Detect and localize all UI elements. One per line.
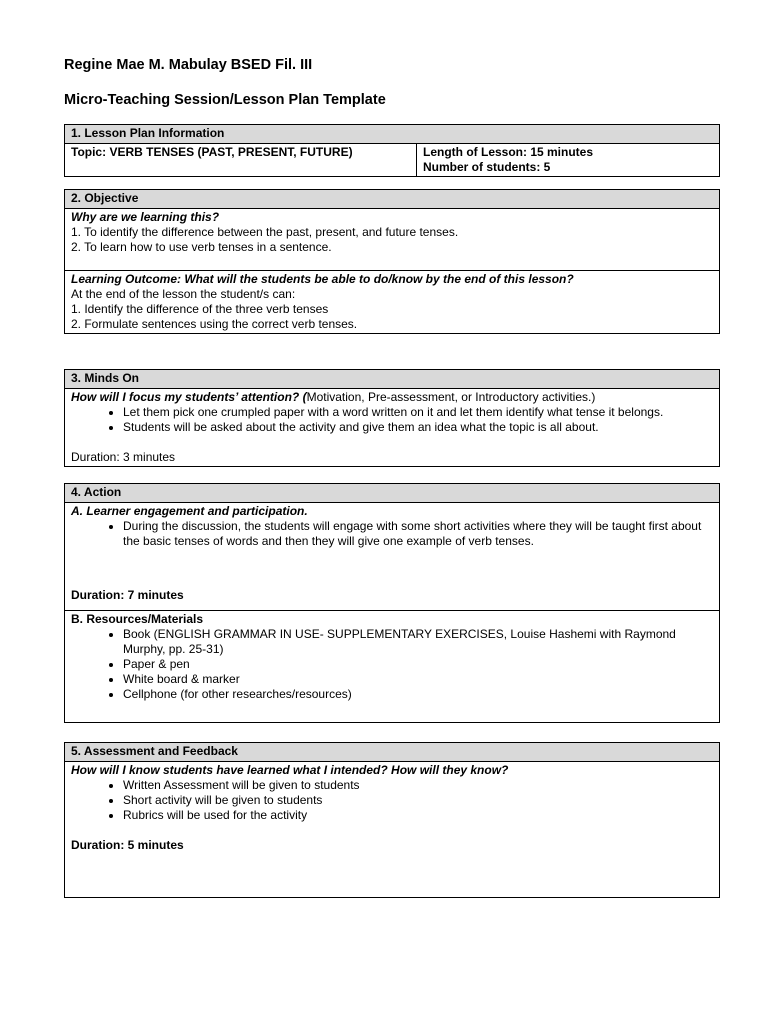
author-line: Regine Mae M. Mabulay BSED Fil. III [64,57,313,73]
action-a-cell [65,503,720,611]
lesson-length: Length of Lesson: 15 minutes [423,145,594,159]
assessment-heading: 5. Assessment and Feedback [65,743,720,762]
action-a-heading: A. Learner engagement and participation. [71,504,308,518]
list-item: • Paper & pen [123,657,713,672]
minds-on-heading: 3. Minds On [65,370,720,389]
list-item: • Rubrics will be used for the activity [123,808,713,823]
lesson-info-heading: 1. Lesson Plan Information [65,125,720,144]
objective-heading: 2. Objective [65,190,720,209]
list-item: • Students will be asked about the activity and give them an idea what the topic is all about. [123,420,713,435]
template-title: Micro-Teaching Session/Lesson Plan Template [64,92,386,108]
why-question: Why are we learning this? [71,210,220,224]
list-item: • Short activity will be given to students [123,793,713,808]
outcome-cell [65,271,720,334]
student-count: Number of students: 5 [423,160,551,174]
minds-on-cell [65,389,720,467]
minds-on-table [64,369,720,467]
list-item: • Let them pick one crumpled paper with a word written on it and let them identify what tense it belongs. [123,405,713,420]
list-item: • During the discussion, the students will engage with some short activities where they will be taught first about the basic tenses of words and then they will give one example of verb tenses. [123,519,713,549]
action-b-cell [65,611,720,723]
list-item: • White board & marker [123,672,713,687]
why-item: 2. To learn how to use verb tenses in a sentence. [71,240,332,254]
list-item: • Written Assessment will be given to students [123,778,713,793]
assessment-list [71,778,713,823]
action-heading: 4. Action [65,484,720,503]
why-item: 1. To identify the difference between the past, present, and future tenses. [71,225,459,239]
action-a-list [71,519,713,549]
why-cell [65,209,720,271]
minds-on-question: How will I focus my students’ attention? ( [71,390,307,404]
action-b-heading: B. Resources/Materials [71,612,204,626]
list-item: • Book (ENGLISH GRAMMAR IN USE- SUPPLEMENTARY EXERCISES, Louise Hashemi with Raymond Murphy, pp. 25-31) [123,627,713,657]
topic-cell: Topic: VERB TENSES (PAST, PRESENT, FUTURE) [65,144,417,177]
action-table [64,483,720,723]
action-b-list [71,627,713,702]
action-a-duration: Duration: 7 minutes [71,588,184,602]
outcome-item: 1. Identify the difference of the three verb tenses [71,302,329,316]
objective-table [64,189,720,334]
assessment-question: How will I know students have learned what I intended? How will they know? [71,763,509,777]
minds-on-duration: Duration: 3 minutes [71,450,176,464]
minds-on-question-line [71,390,713,405]
lesson-info-table [64,124,720,177]
minds-on-question-rest: Motivation, Pre-assessment, or Introductory activities.) [306,390,596,404]
outcome-item: 2. Formulate sentences using the correct verb tenses. [71,317,358,331]
length-cell [417,144,720,177]
assessment-table [64,742,720,898]
list-item: • Cellphone (for other researches/resources) [123,687,713,702]
minds-on-list [71,405,713,435]
outcome-question: Learning Outcome: What will the students be able to do/know by the end of this lesson? [71,272,574,286]
assessment-cell [65,762,720,898]
outcome-intro: At the end of the lesson the student/s can: [71,287,296,301]
assessment-duration: Duration: 5 minutes [71,838,184,852]
